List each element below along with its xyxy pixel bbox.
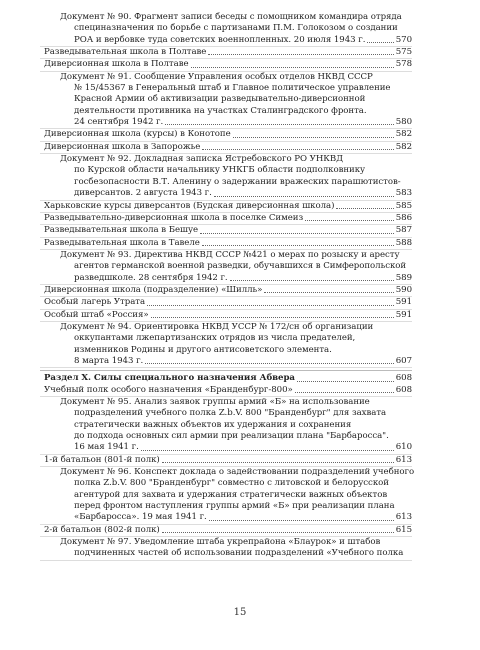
toc-page-number: 583 bbox=[395, 188, 412, 199]
leader-dots bbox=[200, 233, 394, 234]
entry-rule bbox=[40, 367, 412, 368]
toc-line bbox=[60, 333, 412, 344]
toc-line-text: 2-й батальон (802-й полк) bbox=[44, 524, 160, 535]
section-divider bbox=[40, 370, 412, 371]
leader-dots bbox=[202, 245, 394, 246]
toc-line-text: РОА и вербовке туда советских военнопленных. 20 июля 1943 г. bbox=[74, 34, 366, 45]
toc-page-number: 613 bbox=[395, 512, 412, 523]
leader-dots bbox=[165, 124, 394, 125]
toc-line bbox=[60, 117, 412, 128]
toc-line-text: Раздел X. Силы специального назначения Абвера bbox=[44, 373, 295, 384]
leader-dots bbox=[305, 220, 394, 221]
toc-page-number: 585 bbox=[395, 200, 412, 211]
toc-line-text: Документ № 96. Конспект доклада о задействовании подразделений учебного bbox=[60, 467, 415, 478]
toc-line bbox=[44, 297, 412, 308]
toc-line bbox=[60, 165, 412, 176]
toc-line-text: специназначения по борьбе с партизанами П.М. Голокозом о создании bbox=[74, 23, 398, 34]
toc-line bbox=[44, 385, 412, 396]
toc-entry bbox=[40, 142, 412, 153]
toc-line bbox=[44, 201, 412, 212]
toc-line-text: Диверсионная школа в Полтаве bbox=[44, 59, 189, 70]
toc-line bbox=[60, 72, 412, 83]
toc-line bbox=[44, 373, 412, 384]
toc-line-text: Документ № 97. Уведомление штаба укрепрайона «Блаурок» и штабов bbox=[60, 537, 381, 548]
toc-line-text: деятельности противника на участках Сталинградского фронта. bbox=[74, 105, 367, 116]
toc-line-text: Документ № 95. Анализ заявок группы армий «Б» на использование bbox=[60, 397, 370, 407]
toc-entry bbox=[40, 238, 412, 249]
toc-line bbox=[60, 397, 412, 408]
toc-document-entry bbox=[40, 12, 412, 46]
toc-line-text: диверсантов. 2 августа 1943 г. bbox=[74, 188, 212, 199]
toc-line bbox=[60, 154, 412, 165]
toc-line-text: оккупантами лжепартизанских отрядов из числа предателей, bbox=[74, 333, 356, 344]
leader-dots bbox=[191, 67, 394, 68]
toc-page-number: 591 bbox=[395, 297, 412, 308]
toc-line-text: Документ № 93. Директива НКВД СССР №421 о мерах по розыску и аресту bbox=[60, 249, 400, 260]
toc-line-text: изменников Родины и другого антисоветского элемента. bbox=[74, 344, 332, 355]
toc-entry bbox=[40, 285, 412, 296]
leader-dots bbox=[202, 149, 394, 150]
toc-line bbox=[44, 47, 412, 58]
toc-document-entry bbox=[40, 537, 412, 560]
toc-page-number: 591 bbox=[395, 309, 412, 320]
toc-line-text: Особый лагерь Утрата bbox=[44, 297, 146, 308]
toc-page-number: 582 bbox=[395, 129, 412, 140]
toc-entry bbox=[40, 310, 412, 321]
toc-line bbox=[60, 490, 412, 501]
toc-page-number: 608 bbox=[395, 384, 412, 395]
leader-dots bbox=[230, 280, 394, 281]
toc-line-text: полка Z.b.V. 800 "Бранденбург" совместно с литовской и белорусской bbox=[74, 478, 389, 489]
toc-line-text: Учебный полк особого назначения «Бранденбург-800» bbox=[44, 384, 293, 395]
toc-line bbox=[44, 213, 412, 224]
leader-dots bbox=[162, 532, 394, 533]
leader-dots bbox=[147, 305, 394, 306]
toc-line bbox=[60, 501, 412, 512]
toc-entry bbox=[40, 47, 412, 58]
toc-line-text: № 15/45367 в Генеральный штаб и Главное политическое управление bbox=[74, 83, 391, 94]
leader-dots bbox=[208, 54, 393, 55]
leader-dots bbox=[162, 462, 394, 463]
leader-dots bbox=[145, 363, 394, 364]
toc-line-text: Красной Армии об активизации разведывательно-диверсионной bbox=[74, 94, 366, 105]
toc-document-entry bbox=[40, 322, 412, 367]
toc-line bbox=[60, 177, 412, 188]
leader-dots bbox=[209, 520, 394, 521]
toc-line-text: 16 мая 1941 г. bbox=[74, 442, 139, 453]
toc-line bbox=[60, 106, 412, 117]
toc-page-number: 588 bbox=[395, 237, 412, 248]
toc-line-text: Разведывательная школа в Бешуе bbox=[44, 225, 199, 236]
toc-document-entry bbox=[40, 154, 412, 199]
toc-line-text: Особый штаб «Россия» bbox=[44, 309, 149, 320]
toc-line bbox=[44, 59, 412, 70]
toc-line bbox=[60, 478, 412, 489]
toc-line-text: перед фронтом наступления группы армий «Б» при реализации плана bbox=[74, 501, 395, 512]
toc-page-number: 610 bbox=[395, 442, 412, 453]
toc-line bbox=[60, 420, 412, 431]
toc-line bbox=[44, 129, 412, 140]
toc-line bbox=[60, 548, 412, 559]
toc-line-text: Документ № 92. Докладная записка Ястребовского РО УНКВД bbox=[60, 154, 344, 165]
toc-line-text: госбезопасности В.Т. Аленину о задержании вражеских парашютистов- bbox=[74, 176, 401, 187]
toc-line bbox=[60, 512, 412, 523]
toc-line-text: Документ № 91. Сообщение Управления особых отделов НКВД СССР bbox=[60, 71, 373, 82]
toc-line bbox=[60, 261, 412, 272]
toc-entry bbox=[40, 129, 412, 140]
toc-line-text: 1-й батальон (801-й полк) bbox=[44, 454, 160, 465]
toc-page-number: 613 bbox=[395, 454, 412, 465]
toc-line bbox=[60, 322, 412, 333]
toc-line-text: Диверсионная школа в Запорожье bbox=[44, 141, 201, 152]
toc-line-text: Разведывательная школа в Полтаве bbox=[44, 47, 207, 58]
entry-rule bbox=[40, 560, 412, 561]
toc-entry bbox=[40, 385, 412, 396]
toc-line-text: подразделений учебного полка Z.b.V. 800 "Бранденбург" для захвата bbox=[74, 408, 387, 419]
toc-line bbox=[60, 94, 412, 105]
toc-line bbox=[60, 35, 412, 46]
toc-line-text: агентов германской военной разведки, обучавшихся в Симферопольской bbox=[74, 261, 407, 272]
toc-page-number: 580 bbox=[395, 117, 412, 128]
toc-page-number: 570 bbox=[395, 34, 412, 45]
toc-entry bbox=[40, 525, 412, 536]
leader-dots bbox=[336, 208, 393, 209]
page-number: 15 bbox=[233, 607, 247, 618]
toc-line bbox=[44, 310, 412, 321]
toc-page-number: 608 bbox=[395, 373, 412, 384]
table-of-contents bbox=[40, 12, 415, 561]
toc-line bbox=[44, 525, 412, 536]
toc-document-entry bbox=[40, 250, 412, 284]
toc-page-number: 586 bbox=[395, 212, 412, 223]
toc-document-entry bbox=[40, 397, 412, 454]
leader-dots bbox=[264, 292, 393, 293]
toc-line-text: Разведывательная школа в Тавеле bbox=[44, 237, 200, 248]
leader-dots bbox=[141, 450, 394, 451]
leader-dots bbox=[295, 392, 394, 393]
toc-page-number: 587 bbox=[395, 225, 412, 236]
toc-entry bbox=[40, 201, 412, 212]
toc-line bbox=[60, 442, 412, 453]
toc-line bbox=[44, 285, 412, 296]
toc-document-entry bbox=[40, 72, 412, 129]
toc-line-text: Харьковские курсы диверсантов (Будская диверсионная школа) bbox=[44, 200, 335, 211]
toc-page-number: 607 bbox=[395, 355, 412, 366]
toc-line-text: до подхода основных сил армии при реализации плана "Барбаросса". bbox=[74, 431, 389, 442]
toc-line bbox=[44, 142, 412, 153]
toc-line-text: подчиненных частей об использовании подразделений «Учебного полка bbox=[74, 548, 404, 559]
toc-line-text: по Курской области начальнику УНКГБ области подполковнику bbox=[74, 165, 366, 176]
toc-line bbox=[60, 356, 412, 367]
toc-line bbox=[60, 345, 412, 356]
toc-entry bbox=[40, 59, 412, 70]
toc-line-text: агентурой для захвата и удержания стратегически важных объектов bbox=[74, 489, 388, 500]
toc-line-text: Диверсионная школа (подразделение) «Шилль» bbox=[44, 284, 263, 295]
toc-line-text: Документ № 94. Ориентировка НКВД УССР № 172/сн об организации bbox=[60, 321, 374, 332]
toc-line bbox=[60, 467, 415, 478]
leader-dots bbox=[151, 317, 394, 318]
toc-page-number: 590 bbox=[395, 284, 412, 295]
toc-entry bbox=[40, 455, 412, 466]
toc-page-number: 578 bbox=[395, 59, 412, 70]
toc-line bbox=[44, 238, 412, 249]
toc-line bbox=[60, 431, 412, 442]
leader-dots bbox=[214, 196, 394, 197]
toc-line bbox=[60, 408, 412, 419]
toc-section-heading bbox=[40, 373, 412, 384]
toc-document-entry bbox=[40, 467, 415, 524]
toc-line-text: «Барбаросса». 19 мая 1941 г. bbox=[74, 512, 207, 523]
toc-entry bbox=[40, 225, 412, 236]
toc-entry bbox=[40, 297, 412, 308]
toc-line bbox=[60, 188, 412, 199]
toc-line-text: Диверсионная школа (курсы) в Конотопе bbox=[44, 129, 231, 140]
toc-line bbox=[60, 12, 412, 23]
toc-line-text: Разведывательно-диверсионная школа в поселке Симеиз bbox=[44, 212, 304, 223]
toc-page-number: 615 bbox=[395, 524, 412, 535]
toc-line-text: 24 сентября 1942 г. bbox=[74, 117, 164, 128]
toc-line bbox=[60, 23, 412, 34]
toc-page-number: 582 bbox=[395, 141, 412, 152]
toc-line bbox=[44, 225, 412, 236]
leader-dots bbox=[297, 381, 394, 382]
toc-line-text: 8 марта 1943 г. bbox=[74, 355, 144, 366]
toc-line bbox=[60, 250, 412, 261]
toc-line-text: стратегически важных объектов их удержания и сохранения bbox=[74, 419, 352, 430]
toc-line bbox=[60, 83, 412, 94]
toc-line bbox=[60, 537, 412, 548]
toc-line bbox=[44, 455, 412, 466]
leader-dots bbox=[233, 137, 394, 138]
toc-line-text: разведшколе. 28 сентября 1942 г. bbox=[74, 272, 228, 283]
toc-page-number: 575 bbox=[395, 47, 412, 58]
toc-line bbox=[60, 273, 412, 284]
toc-entry bbox=[40, 213, 412, 224]
toc-line-text: Документ № 90. Фрагмент записи беседы с помощником командира отряда bbox=[60, 12, 402, 22]
toc-page-number: 589 bbox=[395, 272, 412, 283]
leader-dots bbox=[367, 42, 393, 43]
